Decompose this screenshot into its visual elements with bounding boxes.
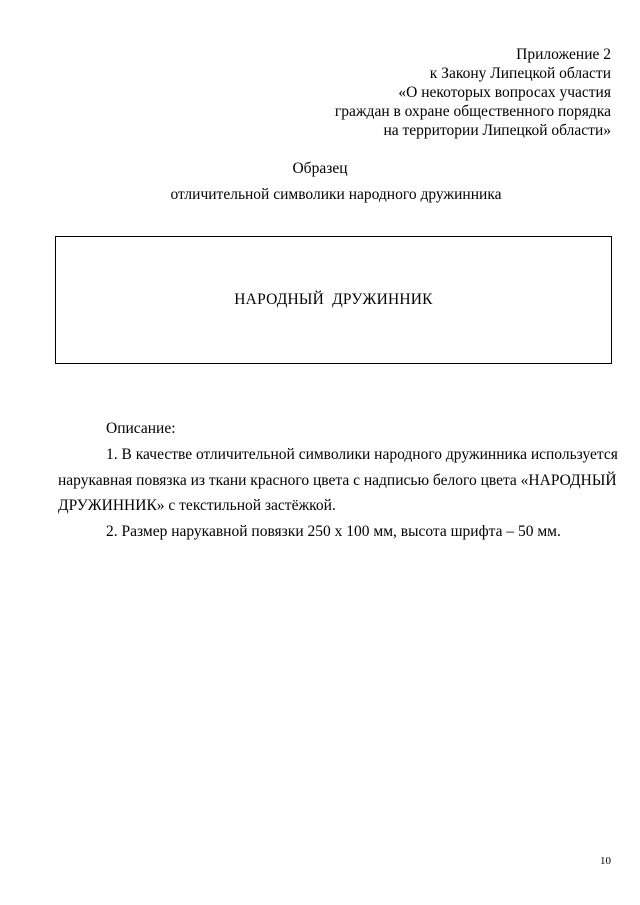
document-subtitle: отличительной символики народного дружинника — [170, 186, 502, 203]
appendix-line: на территории Липецкой области» — [383, 122, 611, 139]
description-line: 2. Размер нарукавной повязки 250 х 100 мм, высота шрифта – 50 мм. — [106, 523, 561, 540]
document-title: Образец — [292, 160, 348, 177]
description-line: ДРУЖИННИК» с текстильной застёжкой. — [58, 497, 336, 514]
appendix-line: к Закону Липецкой области — [429, 65, 611, 82]
description-line: нарукавная повязка из ткани красного цвета с надписью белого цвета «НАРОДНЫЙ — [58, 472, 617, 489]
description-title: Описание: — [106, 420, 176, 437]
description-line: 1. В качестве отличительной символики народного дружинника используется — [106, 446, 618, 463]
armband-sample-text: НАРОДНЫЙ ДРУЖИННИК — [234, 291, 433, 308]
appendix-line: Приложение 2 — [516, 46, 611, 63]
appendix-line: «О некоторых вопросах участия — [398, 84, 611, 101]
page-number: 10 — [600, 855, 611, 867]
appendix-line: граждан в охране общественного порядка — [334, 103, 611, 120]
armband-sample-box — [55, 236, 612, 364]
appendix-header — [335, 45, 611, 140]
